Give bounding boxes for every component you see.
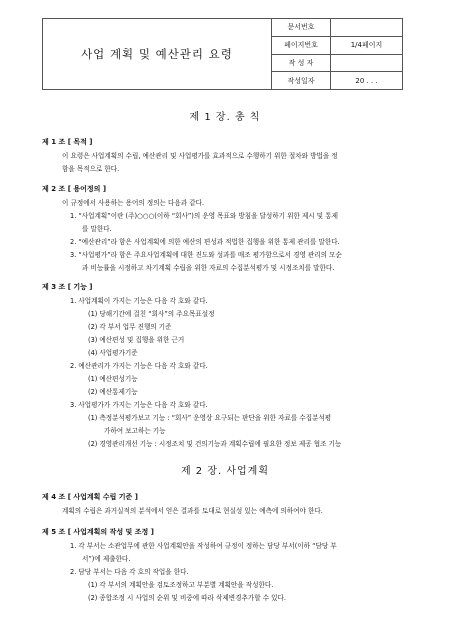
meta-value <box>331 19 402 36</box>
article-title: 제 3 조 [ 기능 ] <box>42 283 93 291</box>
list-item: 1. 사업계획이 가지는 기능은 다음 각 호와 같다. <box>70 297 208 305</box>
list-item: (2) 예산통제기능 <box>88 388 138 396</box>
document-title: 사업 계획 및 예산관리 요령 <box>43 19 272 89</box>
list-item: 2. 예산관리가 가지는 기능은 다음 각 호와 같다. <box>70 362 208 370</box>
meta-row-doc-number <box>272 19 402 37</box>
article-title: 제 2 조 [ 용어정의 ] <box>42 185 107 193</box>
list-item: (2) 종합조정 시 사업의 순위 및 비중에 따라 삭제변경추가할 수 있다. <box>88 594 287 602</box>
meta-value: 1/4페이지 <box>350 41 383 50</box>
list-item: 3. 사업평가가 가지는 기능은 다음 각 호와 같다. <box>70 401 208 409</box>
list-item: (1) 측정분석평가보고 기능 : “회사” 운영상 요구되는 판단을 위한 자료를 수집분석평 <box>88 414 332 422</box>
meta-key: 페이지번호 <box>272 37 331 54</box>
article-text: 이 규정에서 사용하는 용어의 정의는 다음과 같다. <box>62 199 205 207</box>
meta-row-author <box>272 55 402 73</box>
meta-key: 문서번호 <box>272 19 331 36</box>
chapter-heading: 제 2 장. 사업계획 <box>180 466 270 477</box>
list-item: (2) 경영관리개선 기능 : 시정조치 및 건의기능과 계획수립에 필요한 정보 제공 협조 기능 <box>88 440 342 448</box>
article-title: 제 5 조 [ 사업계획의 작성 및 조정 ] <box>42 528 154 536</box>
meta-value: 20 . . . <box>355 76 378 85</box>
meta-row-date <box>272 72 402 89</box>
article-title: 제 1 조 [ 목적 ] <box>42 138 93 146</box>
meta-row-page-number <box>272 37 402 55</box>
meta-key: 작성일자 <box>272 72 331 89</box>
list-item: (2) 각 부서 업무 진행의 기준 <box>88 323 172 331</box>
document-header <box>42 18 403 90</box>
list-item: 서”)에 제출한다. <box>82 555 131 563</box>
document-meta-table <box>272 19 402 89</box>
article-title: 제 4 조 [ 사업계획 수립 기준 ] <box>42 493 138 501</box>
meta-value <box>331 55 402 72</box>
article-text: 계획의 수립은 과거실적의 분석에서 얻은 결과를 토대로 현실성 있는 예측에 의하여야 한다. <box>62 507 323 515</box>
list-item: (1) 각 부서의 계획안을 검토조정하고 부분별 계획안을 작성한다. <box>88 581 274 589</box>
chapter-heading: 제 1 장. 총 칙 <box>189 112 261 123</box>
list-item: (1) 당해기간에 걸친 “회사”의 주요목표설정 <box>88 310 215 318</box>
list-item: 2. “예산관리”라 함은 사업계획에 의한 예산의 편성과 적법한 집행을 위한 통제 관리를 말한다. <box>70 238 340 246</box>
list-item: 를 말한다. <box>82 225 112 233</box>
list-item: 1. “사업계획”이란 (주)○○○(이하 “회사”)의 운영 목표와 방침을 달성하기 위한 제시 및 통제 <box>70 212 339 220</box>
list-item: 1. 각 부서는 소관업무에 관한 사업계획안을 작성하여 규정이 정하는 담당 부서(이하 “담당 부 <box>70 542 337 550</box>
list-item: (3) 예산편성 및 집행을 위한 근거 <box>88 336 185 344</box>
list-item: (4) 사업평가기준 <box>88 349 138 357</box>
list-item: 2. 담당 부서는 다음 각 호의 작업을 한다. <box>70 568 189 576</box>
article-text: 이 요령은 사업계획의 수립, 예산관리 및 사업평가를 효과적으로 수행하기 위한 절차와 방법을 정 <box>62 152 338 160</box>
list-item: 과 비능률을 시정하고 차기계획 수립을 위한 자료의 수집분석평가 및 시정조치를 말한다. <box>82 264 335 272</box>
list-item: 3. “사업평가”라 함은 주요사업계획에 대한 진도와 성과를 매조 평가함으로서 경영 관리의 모순 <box>70 251 342 259</box>
meta-key: 작 성 자 <box>272 55 331 72</box>
list-item: (1) 예산편성기능 <box>88 375 138 383</box>
list-item: 가하여 보고하는 기능 <box>104 427 166 435</box>
article-text: 함을 목적으로 한다. <box>62 165 120 173</box>
